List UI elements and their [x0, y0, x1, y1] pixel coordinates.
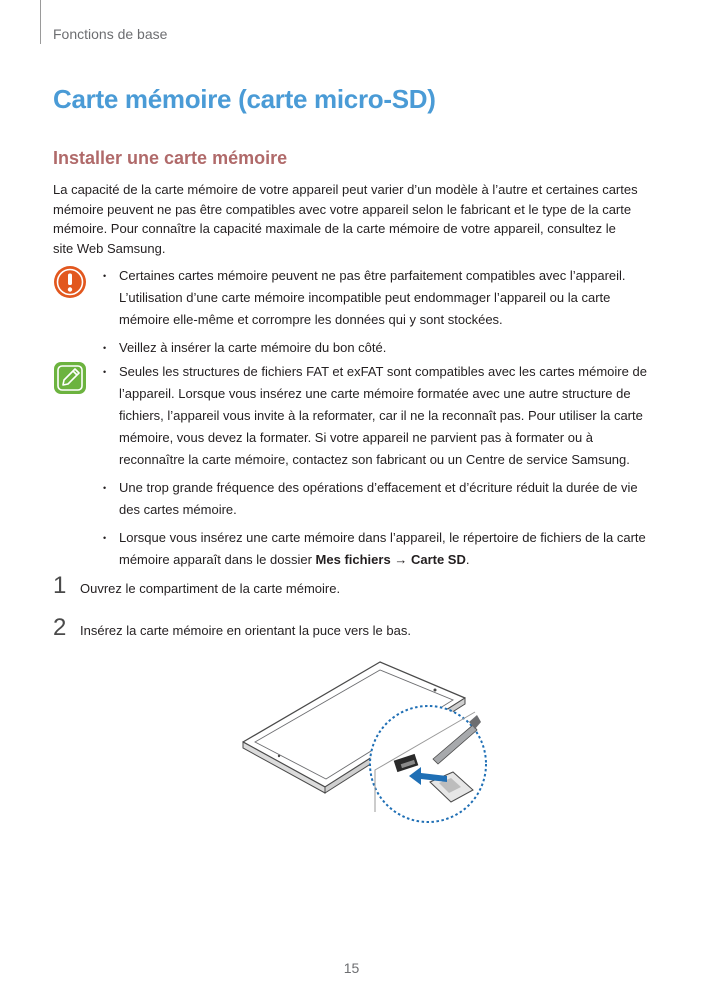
note-list: [103, 361, 651, 577]
section-subtitle: Installer une carte mémoire: [53, 148, 288, 168]
step-2: [53, 614, 653, 650]
page-number: 15: [343, 960, 360, 976]
note-item: • Seules les structures de fichiers FAT et exFAT sont compatibles avec les cartes mémoire de l’appareil. Lorsque vous insérez une carte mémoire formatée avec une autre structure de fichiers, l’appareil vous invite à la reformater, car il ne la reconnaît pas. Pour utiliser la carte mémoire, vous devez la formater. Si votre appareil ne parvient pas à formater ou à reconnaître la carte mémoire, contactez son fabricant ou un Centre de service Samsung.: [103, 361, 651, 471]
caution-list: [103, 265, 651, 365]
caution-icon: [53, 265, 87, 299]
caution-item: • Veillez à insérer la carte mémoire du bon côté.: [103, 337, 651, 359]
note-item-path: [103, 527, 651, 571]
step-text: Insérez la carte mémoire en orientant la puce vers le bas.: [80, 623, 411, 638]
header-rule: [40, 0, 41, 44]
step-number: 1: [53, 572, 67, 599]
note-item: • Une trop grande fréquence des opérations d’effacement et d’écriture réduit la durée de vie des cartes mémoire.: [103, 477, 651, 521]
path-arrow: →: [394, 552, 408, 567]
section-header: Fonctions de base: [53, 26, 168, 42]
note-icon: [53, 361, 87, 395]
caution-item: • Certaines cartes mémoire peuvent ne pas être parfaitement compatibles avec l’appareil. L’utilisation d’une carte mémoire incompatible peut endommager l’appareil ou la carte mémoire elle-même et corrompre les données qui y sont stockées.: [103, 265, 651, 331]
folder-name: Mes fichiers: [315, 552, 391, 567]
subfolder-name: Carte SD: [410, 552, 466, 567]
note-path-prefix: Lorsque vous insérez une carte mémoire dans l’appareil, le répertoire de fichiers de la carte mémoire apparaît dans le dossier: [119, 530, 646, 567]
intro-paragraph: La capacité de la carte mémoire de votre appareil peut varier d’un modèle à l’autre et certaines cartes mémoire peuvent ne pas être compatibles avec votre appareil selon le fabricant et le type de la carte mémoire. Pour connaître la capacité maximale de la carte mémoire de votre appareil, consultez le site Web Samsung.: [53, 182, 638, 256]
step-text: Ouvrez le compartiment de la carte mémoire.: [80, 581, 341, 596]
step-number: 2: [53, 614, 67, 641]
page-title: Carte mémoire (carte micro-SD): [53, 84, 436, 114]
note-path-suffix: .: [465, 552, 470, 567]
step-1: [53, 572, 653, 608]
tablet-sd-card-illustration: [225, 652, 495, 832]
